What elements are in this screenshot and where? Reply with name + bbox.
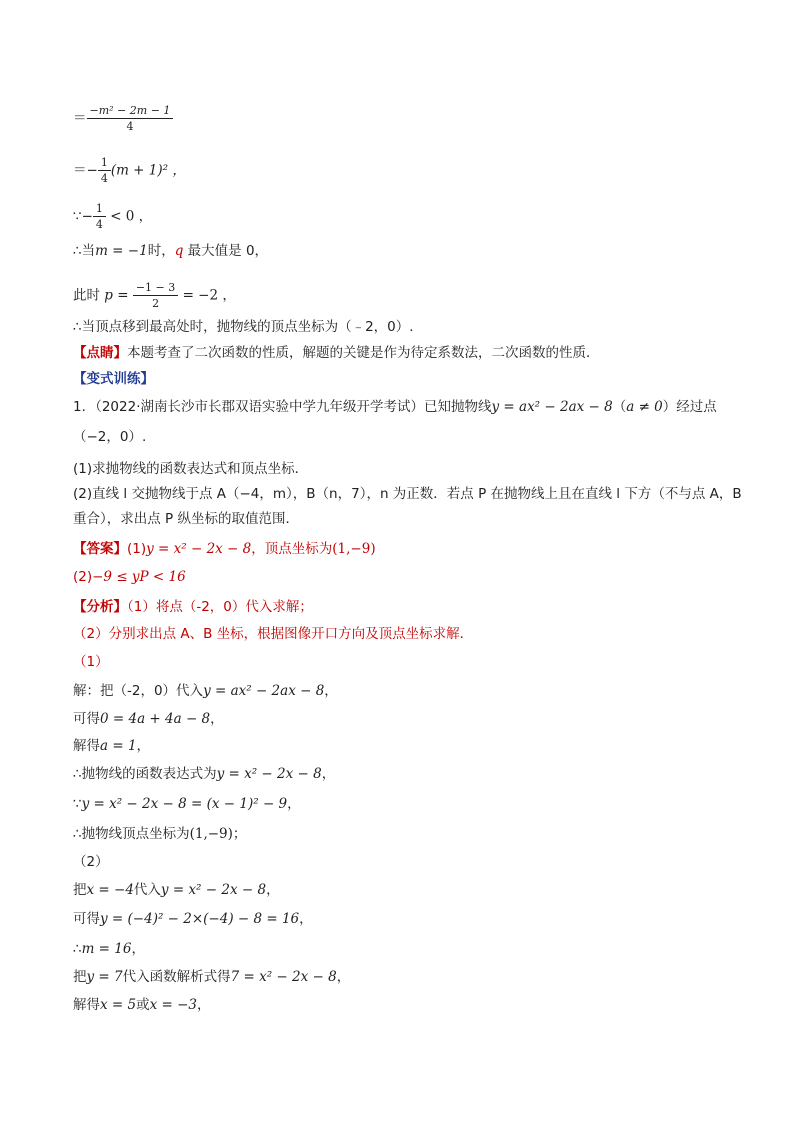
text: （1）将点（-2，0）代入求解； xyxy=(127,599,313,615)
text: (2) xyxy=(73,569,93,585)
fraction xyxy=(93,202,106,231)
math: 7 = x² − 2x − 8 xyxy=(230,969,337,985)
text: 此时 xyxy=(73,287,105,304)
text: 时， xyxy=(147,243,175,259)
expression-text: (m + 1)² ， xyxy=(110,162,186,179)
fraction-numerator: 1 xyxy=(98,156,111,171)
text: ， xyxy=(266,882,280,898)
math: (1,−9) xyxy=(189,826,233,842)
math: y = x² − 2x − 8 = (x − 1)² − 9 xyxy=(81,796,288,812)
text: ， xyxy=(197,997,211,1013)
remark-text: 本题考查了二次函数的性质，解题的关键是作为待定系数法，二次函数的性质． xyxy=(127,345,600,361)
line-remark xyxy=(73,344,600,362)
math: y = x² − 2x − 8 xyxy=(160,882,267,898)
solution-step xyxy=(73,910,313,928)
math: y = x² − 2x − 8 xyxy=(216,766,322,782)
math: y = ax² − 2ax − 8 xyxy=(491,399,613,415)
fraction-numerator: −1 − 3 xyxy=(133,281,178,296)
analysis-line-2: （2）分别求出点 A、B 坐标，根据图像开口方向及顶点坐标求解． xyxy=(73,626,474,642)
equals-sign: ＝ xyxy=(73,110,87,127)
text: ）经过点 xyxy=(662,399,717,415)
answer-line-2 xyxy=(73,568,186,586)
fraction xyxy=(133,281,178,310)
line-fraction-expression xyxy=(73,104,173,133)
solution-step xyxy=(73,795,301,813)
math: a ≠ 0 xyxy=(626,399,663,415)
math: a = 1 xyxy=(100,738,137,754)
fraction-numerator: 1 xyxy=(93,202,106,217)
solution-part-1-label: （1） xyxy=(73,654,109,670)
text: ， xyxy=(210,711,224,727)
line-max-value xyxy=(73,242,268,260)
math: −9 ≤ yP < 16 xyxy=(92,569,186,585)
solution-step xyxy=(73,881,280,899)
section-heading-variant-training: 【变式训练】 xyxy=(73,371,154,387)
fraction-denominator: 2 xyxy=(152,297,160,310)
text: ， xyxy=(336,969,351,985)
solution-step xyxy=(73,682,338,700)
text: ∵ xyxy=(73,796,82,812)
problem-part-2: (2)直线 l 交抛物线于点 A（−4，m），B（n，7），n 为正数．若点 P 在抛物线上且在直线 l 下方（不与点 A，B xyxy=(73,486,742,502)
line-vertex-conclusion: ∴当顶点移到最高处时，抛物线的顶点坐标为（﹣2，0）. xyxy=(73,319,414,335)
analysis-tag: 【分析】 xyxy=(73,599,127,615)
text: ， xyxy=(287,796,301,812)
fraction xyxy=(87,104,174,133)
text: ， xyxy=(136,738,151,754)
math: m = −1 xyxy=(95,243,148,259)
line-p-value xyxy=(73,281,236,310)
text: ∴当 xyxy=(73,243,96,259)
fraction-numerator: −m² − 2m − 1 xyxy=(87,104,174,119)
fraction xyxy=(98,156,111,185)
fraction-denominator: 4 xyxy=(100,172,108,185)
text: 解：把（-2，0）代入 xyxy=(73,683,204,699)
problem-statement xyxy=(73,398,717,416)
text: ， xyxy=(131,941,145,957)
text: 最大值是 0， xyxy=(183,243,269,259)
line-completed-square xyxy=(73,156,186,185)
solution-step xyxy=(73,996,211,1014)
text: ， xyxy=(324,683,338,699)
math: y = (−4)² − 2×(−4) − 8 = 16 xyxy=(100,911,300,927)
solution-step xyxy=(73,968,350,986)
math: x = 5 xyxy=(100,997,137,1013)
math: = −2 ， xyxy=(178,287,236,304)
math: y = x² − 2x − 8 xyxy=(146,541,252,557)
fraction-denominator: 4 xyxy=(126,120,134,133)
expression-text: < 0 ， xyxy=(105,208,153,225)
math: y = 7 xyxy=(86,969,123,985)
equals-minus: ＝− xyxy=(73,162,98,179)
solution-step xyxy=(73,737,150,755)
text: (1) xyxy=(127,541,147,557)
text: ∴抛物线顶点坐标为 xyxy=(73,826,190,842)
text: 把 xyxy=(73,969,87,985)
text: ∴抛物线的函数表达式为 xyxy=(73,766,217,782)
text: 或 xyxy=(136,997,150,1013)
math: p = xyxy=(104,287,133,304)
because-minus: ∵− xyxy=(73,208,93,225)
math: x = −4 xyxy=(86,882,134,898)
text: 1．（2022·湖南长沙市长郡双语实验中学九年级开学考试）已知抛物线 xyxy=(73,399,492,415)
math-q: q xyxy=(174,243,184,259)
math: y = ax² − 2ax − 8 xyxy=(203,683,325,699)
fraction-denominator: 4 xyxy=(95,218,103,231)
text: 解得 xyxy=(73,997,100,1013)
solution-step xyxy=(73,825,246,843)
text: 可得 xyxy=(73,911,100,927)
solution-step xyxy=(73,765,335,783)
text: 可得 xyxy=(73,711,100,727)
problem-part-1: (1)求抛物线的函数表达式和顶点坐标． xyxy=(73,461,309,477)
solution-step xyxy=(73,940,145,958)
text: ∴ xyxy=(73,941,82,957)
text: （ xyxy=(612,399,627,415)
remark-tag: 【点睛】 xyxy=(73,345,127,361)
text: 把 xyxy=(73,882,87,898)
problem-point: （−2，0）. xyxy=(73,429,147,445)
text: ； xyxy=(232,826,247,842)
text: ， xyxy=(299,911,313,927)
line-inequality xyxy=(73,202,152,231)
text: 解得 xyxy=(73,738,100,754)
math: 0 = 4a + 4a − 8 xyxy=(100,711,211,727)
problem-part-2-cont: 重合），求出点 P 纵坐标的取值范围． xyxy=(73,511,299,527)
solution-part-2-label: （2） xyxy=(73,854,109,870)
text: 代入函数解析式得 xyxy=(122,969,231,985)
text: ，顶点坐标为 xyxy=(251,541,333,557)
math: x = −3 xyxy=(149,997,198,1013)
text: 代入 xyxy=(133,882,161,898)
answer-tag: 【答案】 xyxy=(73,541,127,557)
answer-line-1 xyxy=(73,540,376,558)
analysis-line-1 xyxy=(73,598,313,616)
math: m = 16 xyxy=(81,941,132,957)
solution-step xyxy=(73,710,224,728)
text: ， xyxy=(321,766,336,782)
math: (1,−9) xyxy=(332,541,376,557)
